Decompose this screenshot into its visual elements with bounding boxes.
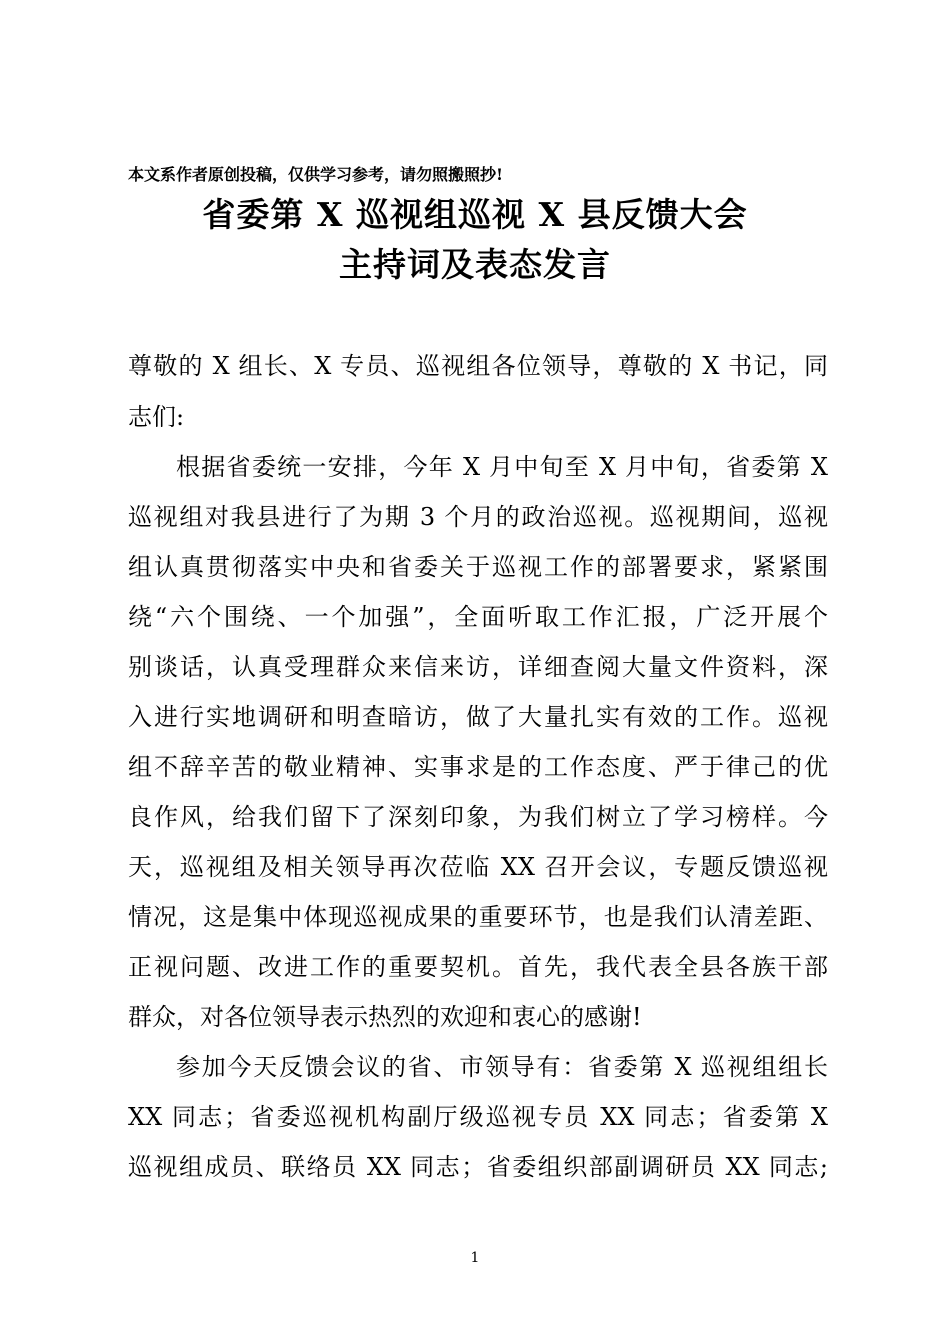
body-text-line: 志们: [128,403,185,431]
body-text-line: 组认真贯彻落实中央和省委关于巡视工作的部署要求，紧紧围 [128,553,828,581]
body-text-line: 正视问题、改进工作的重要契机。首先，我代表全县各族干部 [128,953,828,981]
body-text-line: 良作风，给我们留下了深刻印象，为我们树立了学习榜样。今 [128,803,828,831]
body-text-line: 绕“六个围绕、一个加强”，全面听取工作汇报，广泛开展个 [128,603,828,631]
body-text-line: 参加今天反馈会议的省、市领导有：省委第 X 巡视组组长 [176,1053,828,1081]
body-text-line: 根据省委统一安排，今年 X 月中旬至 X 月中旬，省委第 X [176,453,828,481]
document-title-line-1: 省委第 X 巡视组巡视 X 县反馈大会 [202,195,748,234]
body-text-line: 情况，这是集中体现巡视成果的重要环节，也是我们认清差距、 [128,903,828,931]
body-text-line: 尊敬的 X 组长、X 专员、巡视组各位领导，尊敬的 X 书记，同 [128,352,828,380]
body-text-line: 组不辞辛苦的敬业精神、实事求是的工作态度、严于律己的优 [128,753,828,781]
body-text-line: 群众，对各位领导表示热烈的欢迎和衷心的感谢! [128,1003,642,1031]
body-text-line: XX 同志；省委巡视机构副厅级巡视专员 XX 同志；省委第 X [128,1103,828,1131]
body-text-line: 天，巡视组及相关领导再次莅临 XX 召开会议，专题反馈巡视 [128,853,828,881]
body-text-line: 巡视组对我县进行了为期 3 个月的政治巡视。巡视期间，巡视 [128,503,828,531]
document-title-line-2: 主持词及表态发言 [339,245,611,284]
page-number: 1 [470,1250,480,1266]
body-text-line: 入进行实地调研和明查暗访，做了大量扎实有效的工作。巡视 [128,703,828,731]
body-text-line: 巡视组成员、联络员 XX 同志；省委组织部副调研员 XX 同志; [128,1153,828,1181]
body-text-line: 别谈话，认真受理群众来信来访，详细查阅大量文件资料，深 [128,653,828,681]
copyright-notice: 本文系作者原创投稿，仅供学习参考，请勿照搬照抄! [128,165,504,184]
